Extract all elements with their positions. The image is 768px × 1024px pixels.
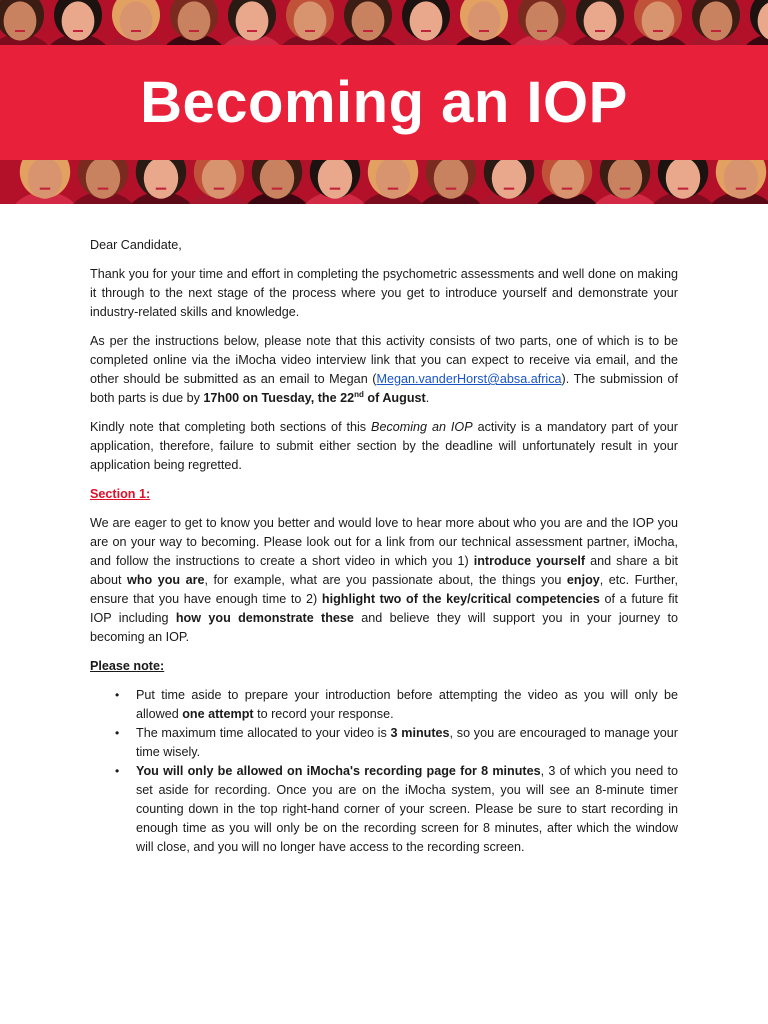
bullet-icon: • xyxy=(115,764,120,778)
notes-list xyxy=(90,686,678,857)
list-item: • You will only be allowed on iMocha's recording page for 8 minutes, 3 of which you need to set aside for recording. Once you are on the iMocha system, you will see an 8-minute timer counting down in the top right-hand corner of your screen. Please be sure to start recording in enough time as you will only be on the recording screen for 8 minutes, after which the window will close, and you will no longer have access to the recording screen. xyxy=(115,764,678,854)
greeting: Dear Candidate, xyxy=(90,238,182,252)
header-banner xyxy=(0,0,768,204)
please-note-heading: Please note: xyxy=(90,659,165,673)
title-bar xyxy=(0,45,768,160)
bullet-icon: • xyxy=(115,726,120,740)
paragraph-intro: Thank you for your time and effort in completing the psychometric assessments and well done on making it through to the next stage of the process where you get to introduce yourself and demonstrate your industry-related skills and knowledge. xyxy=(90,267,678,319)
email-link[interactable]: Megan.vanderHorst@absa.africa xyxy=(376,372,562,386)
paragraph-instructions: As per the instructions below, please note that this activity consists of two parts, one of which is to be completed online via the iMocha video interview link that you can expect to receive via email, and the other should be submitted as an email to Megan (Megan.vanderHorst@absa.africa). The submission of both parts is due by 17h00 on Tuesday, the 22nd of August. xyxy=(90,334,678,405)
paragraph-section-1: We are eager to get to know you better and would love to hear more about who you are and the IOP you are on your way to becoming. Please look out for a link from our technical assessment partner, iMocha, and follow the instructions to create a short video in which you 1) introduce yourself and share a bit about who you are, for example, what are you passionate about, the things you enjoy, etc. Further, ensure that you have enough time to 2) highlight two of the key/critical competencies of a future fit IOP including how you demonstrate these and believe they will support you in your journey to becoming an IOP. xyxy=(90,516,678,644)
deadline: 17h00 on Tuesday, the 22nd of August xyxy=(203,389,426,405)
bullet-icon: • xyxy=(115,688,120,702)
paragraph-mandatory: Kindly note that completing both sections of this Becoming an IOP activity is a mandatory part of your application, therefore, failure to submit either section by the deadline will unfortunately result in your application being regretted. xyxy=(90,420,678,472)
list-item: • Put time aside to prepare your introduction before attempting the video as you will only be allowed one attempt to record your response. xyxy=(115,688,678,721)
section-1-heading: Section 1: xyxy=(90,487,151,501)
page-title: Becoming an IOP xyxy=(140,70,628,135)
list-item: • The maximum time allocated to your video is 3 minutes, so you are encouraged to manage your time wisely. xyxy=(115,726,678,759)
letter-body xyxy=(90,236,678,857)
